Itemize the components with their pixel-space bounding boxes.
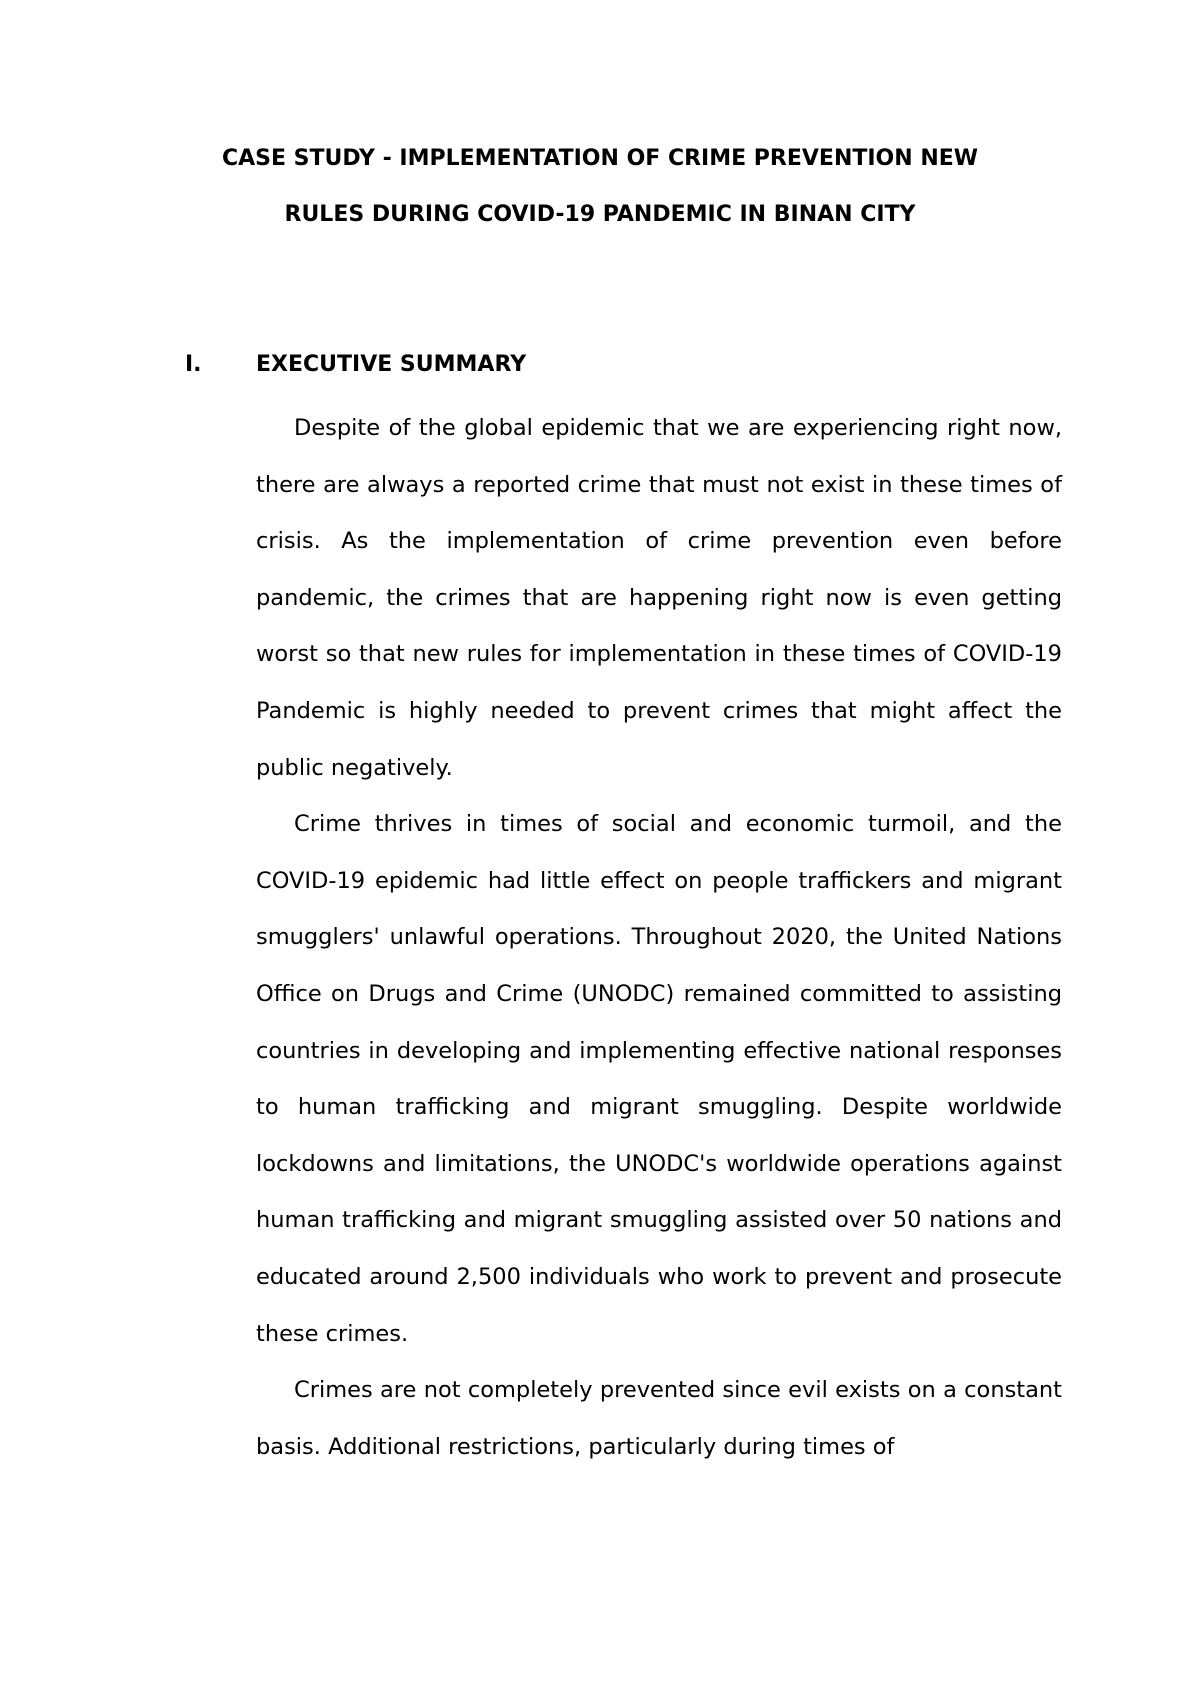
section-title: EXECUTIVE SUMMARY: [256, 352, 527, 377]
document-title-line-1: CASE STUDY - IMPLEMENTATION OF CRIME PREVENTION NEW: [221, 146, 979, 171]
paragraph-2: Crime thrives in times of social and economic turmoil, and the COVID-19 epidemic had little effect on people traffickers and migrant smugglers' unlawful operations. Throughout 2020, the United Nations Office on Drugs and Crime (UNODC) remained committed to assisting countries in developing and implementing effective national responses to human trafficking and migrant smuggling. Despite worldwide lockdowns and limitations, the UNODC's worldwide operations against human trafficking and migrant smuggling assisted over 50 nations and educated around 2,500 individuals who work to prevent and prosecute these crimes.: [256, 811, 1062, 1347]
section-number: I.: [185, 352, 202, 377]
paragraph-1: Despite of the global epidemic that we are experiencing right now, there are always a reported crime that must not exist in these times of crisis. As the implementation of crime prevention even before pandemic, the crimes that are happening right now is even getting worst so that new rules for implementation in these times of COVID-19 Pandemic is highly needed to prevent crimes that might affect the public negatively.: [256, 415, 1062, 781]
section-body: [256, 400, 1062, 1475]
paragraph-3: Crimes are not completely prevented since evil exists on a constant basis. Additional restrictions, particularly during times of: [256, 1377, 1062, 1460]
document-title-line-2: RULES DURING COVID-19 PANDEMIC IN BINAN CITY: [284, 202, 916, 227]
